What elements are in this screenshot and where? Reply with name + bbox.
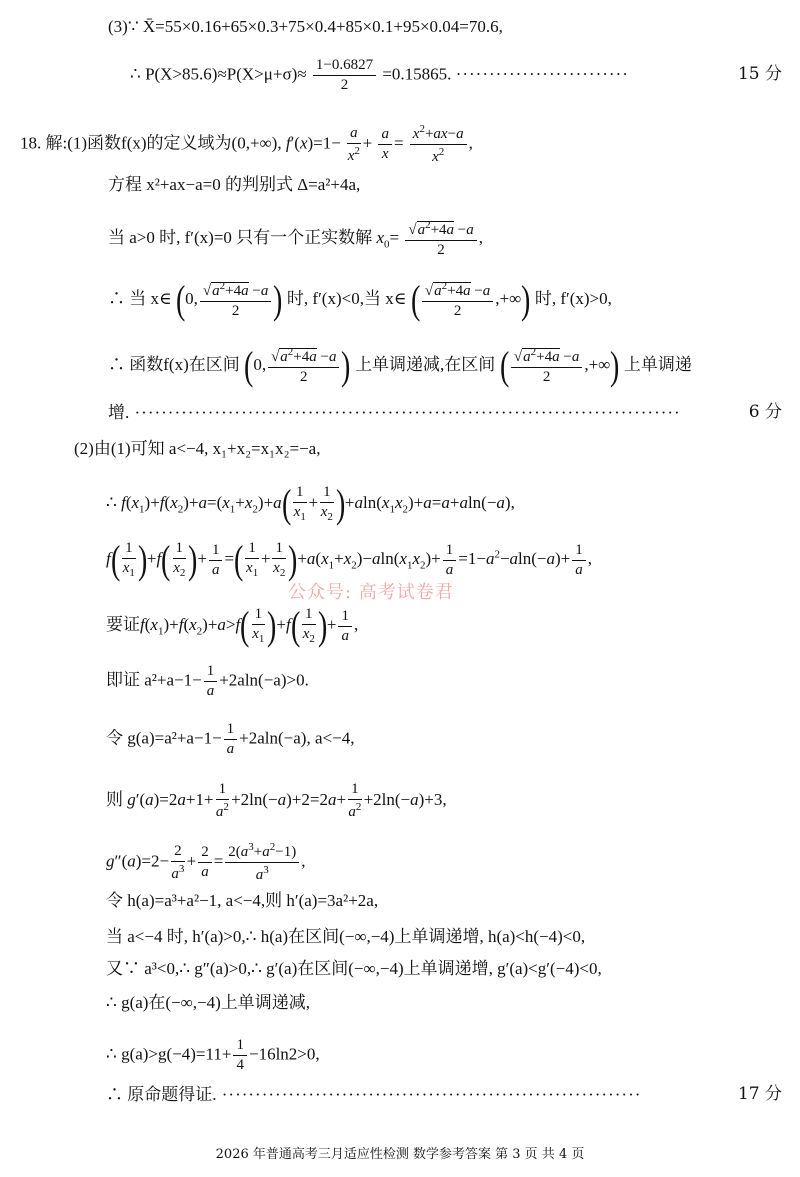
score-15: 15 分 [737,64,782,84]
p2-line9: 当 a<−4 时, h′(a)>0,∴ h(a)在区间(−∞,−4)上单调递增, h(a)<h(−4)<0, [106,927,586,946]
p2-line-prove: 要证$f(x_1)+f(x_2)+a>f$( $\frac{1}{x_1}$ )+f( $\frac{1}{x_2}$ )+ $\frac{1}{a}$ , [106,603,359,648]
p2-line2: ∴ $f(x_1)+f(x_2)+a=(x_1+x_2)+a$( $\frac{1}{x_1}$ + $\frac{1}{x_2}$ )$+aln(x_1x_2)+a=a+aln(-a)$, [106,481,515,526]
q18-line5: ∴ 函数f(x)在区间 (0, $\frac{√a^2+4a -a}{2}$ ) 上单调递减,在区间 ( $\frac{√a^2+4a -a}{2}$ ,+∞) 上单调递 [108,343,692,388]
q18-line3: 当 a>0 时, f′(x)=0 只有一个正实数解 $x_0=$ $\frac{√a^2+4a -a}{2}$ , [108,219,483,258]
p2-line6: 则 g′(a)=2a+1+ $\frac{1}{a^2}$ +2ln(−a)+2=2a+ $\frac{1}{a^2}$ +2ln(−a)+3, [106,781,447,820]
q18-line1: 18. 解:(1)函数f(x)的定义域为(0,+∞), f′(x)=1− $\frac{a}{x^2}$ + $\frac{a}{x}$ = $\frac{x^2+ax-a}{x^2}$ , [20,123,473,165]
score-6: 6 分 [748,402,782,422]
q18-label: 18. 解: [20,133,68,153]
p2-line11: ∴ g(a)在(−∞,−4)上单调递减, [106,993,311,1012]
p2-line1: (2)由(1)可知 a<−4, x₁+x₂=x₁x₂=−a, [74,439,321,458]
p2-line4: 即证 a²+a−1− $\frac{1}{a}$ +2aln(−a)>0. [106,663,309,699]
p2-line8: 令 h(a)=a³+a²−1, a<−4,则 h′(a)=3a²+2a, [106,891,379,910]
part3-line1: (3)∵ X̄=55×0.16+65×0.3+75×0.4+85×0.1+95×0.04=70.6, [108,17,503,36]
p2-line5: 令 g(a)=a²+a−1− $\frac{1}{a}$ +2aln(−a), a<−4, [106,721,355,757]
p2-line3: f( $\frac{1}{x_1}$ )+f( $\frac{1}{x_2}$ )+ $\frac{1}{a}$ =( $\frac{1}{x_1}$ + $\frac{1}{x_2}$ )$+a(x_1+x_2)-aln(x_1x_2)+$ $\frac{1}{a}$ $=1-a^2-aln(-a)+$ $\frac{1}{a}$ , [106,537,593,582]
p2-line10: 又∵ a³<0,∴ g″(a)>0,∴ g′(a)在区间(−∞,−4)上单调递增, g′(a)<g′(−4)<0, [106,959,602,978]
p2-line12: ∴ g(a)>g(−4)=11+ $\frac{1}{4}$ −16ln2>0, [106,1037,320,1073]
p2-line7: g″(a)=2− $\frac{2}{a^3}$ + $\frac{2}{a}$ = $\frac{2(a^3+a^2-1)}{a^3}$ , [106,841,306,883]
part3-line2-suffix: =0.15865. [382,64,452,84]
q18-line4: ∴ 当 x∈ (0, $\frac{√a^2+4a -a}{2}$ ) 时, f′(x)<0,当 x∈ ( $\frac{√a^2+4a -a}{2}$ ,+∞) 时, f′(x)>0, [108,277,612,322]
part3-line2: ∴ P(X>85.6)≈P(X>μ+σ)≈ $\frac{1-0.6827}{2}$ =0.15865. ·························· [130,57,629,93]
p2-line13: ∴ 原命题得证. ······························································· [106,1085,642,1104]
watermark: 公众号: 高考试卷君 [288,582,454,603]
part3-line2-prefix: ∴ P(X>85.6)≈P(X>μ+σ)≈ [130,64,307,84]
page-footer: 2026 年普通高考三月适应性检测 数学参考答案 第 3 页 共 4 页 [215,1147,585,1162]
part3-fraction: $\frac{1-0.6827}{2}$ [313,58,376,93]
q18-line2: 方程 x²+ax−a=0 的判别式 Δ=a²+4a, [108,175,361,194]
q18-line6: 增. ·················································································· [108,403,681,422]
score-17: 17 分 [737,1084,782,1104]
